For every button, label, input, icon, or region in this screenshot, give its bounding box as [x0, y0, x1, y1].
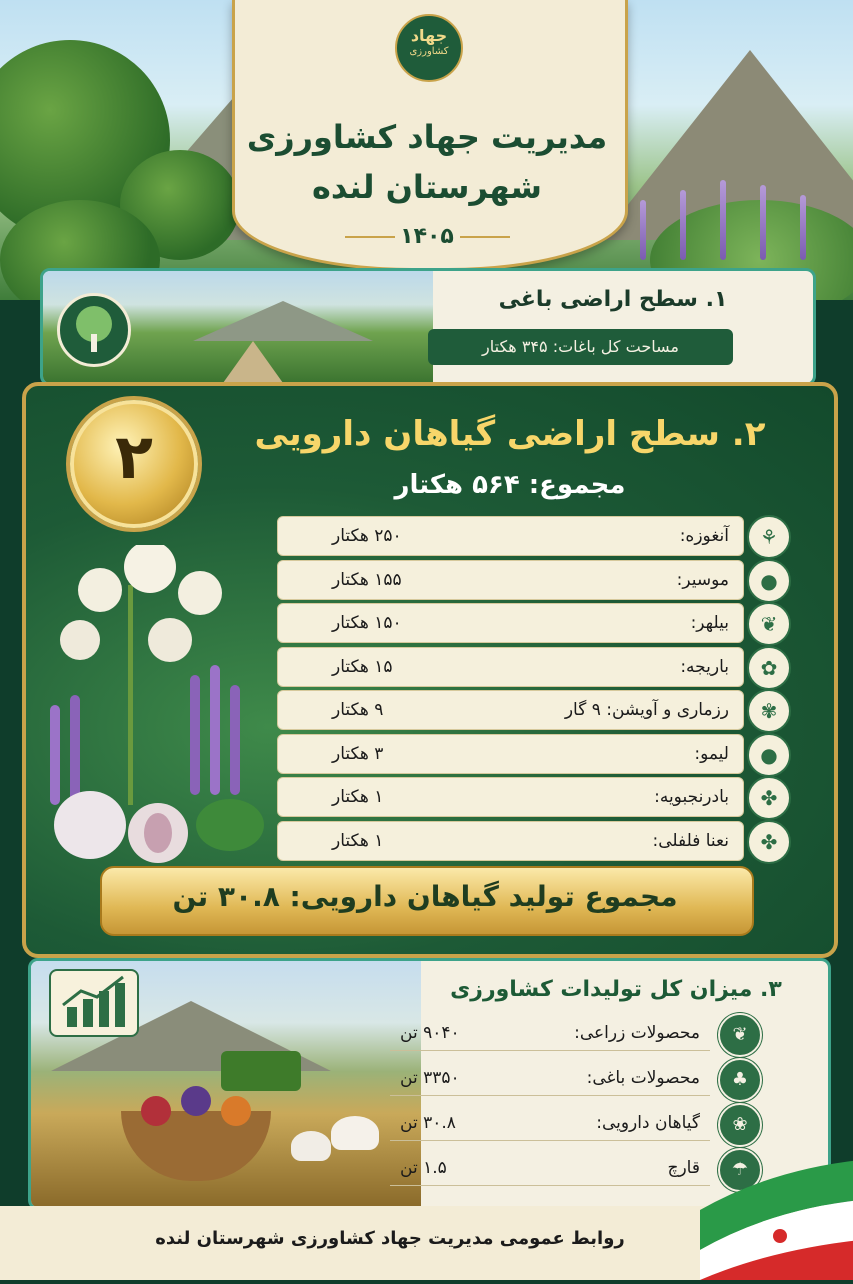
plant-name: آنغوزه:: [679, 526, 729, 546]
section3-title: ۳. میزان کل تولیدات کشاورزی: [450, 977, 782, 1002]
plant-area-row: [277, 603, 744, 643]
plant-glyph: ●: [760, 743, 778, 767]
plant-icon: [747, 602, 791, 646]
production-icon: [718, 1013, 762, 1057]
page-title-line1: مدیریت جهاد کشاورزی: [246, 118, 608, 156]
plant-glyph: ⚘: [760, 525, 778, 549]
plant-name: نعنا فلفلی:: [652, 831, 729, 851]
plant-area-value: ۲۵۰ هکتار: [332, 526, 402, 546]
year-label: ۱۴۰۵: [400, 224, 454, 249]
tree-icon: [57, 293, 131, 367]
section2-total: مجموع: ۵۶۴ هکتار: [394, 470, 626, 500]
jahad-logo: [395, 14, 463, 82]
plant-icon: [747, 646, 791, 690]
plant-area-row: [277, 560, 744, 600]
plant-glyph: ✤: [760, 830, 778, 854]
section-orchard: [40, 268, 816, 386]
plant-area-value: ۱ هکتار: [332, 831, 384, 851]
chart-growth-icon: [49, 969, 139, 1037]
production-row: [390, 1061, 710, 1096]
production-value: ۱.۵ تن: [400, 1158, 447, 1178]
plant-area-row: [277, 647, 744, 687]
production-glyph: ❀: [732, 1114, 748, 1135]
iran-flag-icon: [690, 1150, 853, 1280]
plant-icon: [747, 559, 791, 603]
production-total: مجموع تولید گیاهان دارویی: ۳۰.۸ تن: [172, 880, 678, 913]
plant-area-value: ۱۵۵ هکتار: [332, 570, 402, 590]
plant-glyph: ✿: [760, 656, 778, 680]
plant-area-row: [277, 516, 744, 556]
lavender-stem: [760, 185, 766, 260]
production-value: ۹۰۴۰ تن: [400, 1023, 460, 1043]
plant-area-row: [277, 734, 744, 774]
footer-credit: روابط عمومی مدیریت جهاد کشاورزی شهرستان لنده: [155, 1228, 625, 1249]
page-title-line2: شهرستان لنده: [312, 168, 542, 206]
section2-title: ۲. سطح اراضی گیاهان دارویی: [254, 414, 766, 454]
plant-area-value: ۹ هکتار: [332, 700, 384, 720]
plant-icon: [747, 689, 791, 733]
plant-area-row: [277, 821, 744, 861]
plant-icon: [747, 776, 791, 820]
plant-name: رزماری و آویشن: ۹ گار: [564, 700, 729, 720]
production-glyph: ☂: [731, 1159, 749, 1180]
production-glyph: ❦: [732, 1024, 748, 1045]
production-icon: [718, 1058, 762, 1102]
plant-icon: [747, 820, 791, 864]
medal-number: ۲: [115, 420, 153, 493]
orchard-area-value: مساحت کل باغات: ۳۴۵ هکتار: [428, 329, 733, 365]
logo-line2: کشاورزی: [409, 46, 449, 57]
production-row: [390, 1151, 710, 1186]
lavender-stem: [720, 180, 726, 260]
lavender-stem: [640, 200, 646, 260]
plant-name: لیمو:: [694, 744, 729, 764]
plant-glyph: ✾: [760, 699, 778, 723]
production-category: محصولات باغی:: [586, 1068, 700, 1088]
plant-area-value: ۱۵ هکتار: [332, 657, 393, 677]
plant-name: موسیر:: [676, 570, 729, 590]
plant-name: بیلهر:: [690, 613, 729, 633]
production-row: [390, 1016, 710, 1051]
plant-name: باریجه:: [680, 657, 729, 677]
plant-area-row: [277, 690, 744, 730]
plant-area-value: ۳ هکتار: [332, 744, 384, 764]
production-value: ۳۳۵۰ تن: [400, 1068, 460, 1088]
plant-icon: [747, 515, 791, 559]
production-row: [390, 1106, 710, 1141]
plant-area-value: ۱ هکتار: [332, 787, 384, 807]
plant-area-value: ۱۵۰ هکتار: [332, 613, 402, 633]
plant-glyph: ●: [760, 569, 778, 593]
plant-glyph: ❦: [760, 612, 778, 636]
plant-glyph: ✤: [760, 786, 778, 810]
production-icon: [718, 1103, 762, 1147]
plant-area-row: [277, 777, 744, 817]
lavender-stem: [680, 190, 686, 260]
logo-line1: جهاد: [410, 26, 448, 45]
section1-title: ۱. سطح اراضی باغی: [498, 287, 728, 312]
production-category: قارچ: [667, 1158, 700, 1178]
lavender-stem: [800, 195, 806, 260]
plant-icon: [747, 733, 791, 777]
production-glyph: ♣: [731, 1069, 749, 1090]
production-category: محصولات زراعی:: [574, 1023, 700, 1043]
plant-name: بادرنجبویه:: [654, 787, 729, 807]
production-category: گیاهان دارویی:: [596, 1113, 700, 1133]
medicinal-plants-illustration: [40, 545, 270, 865]
production-value: ۳۰.۸ تن: [400, 1113, 456, 1133]
